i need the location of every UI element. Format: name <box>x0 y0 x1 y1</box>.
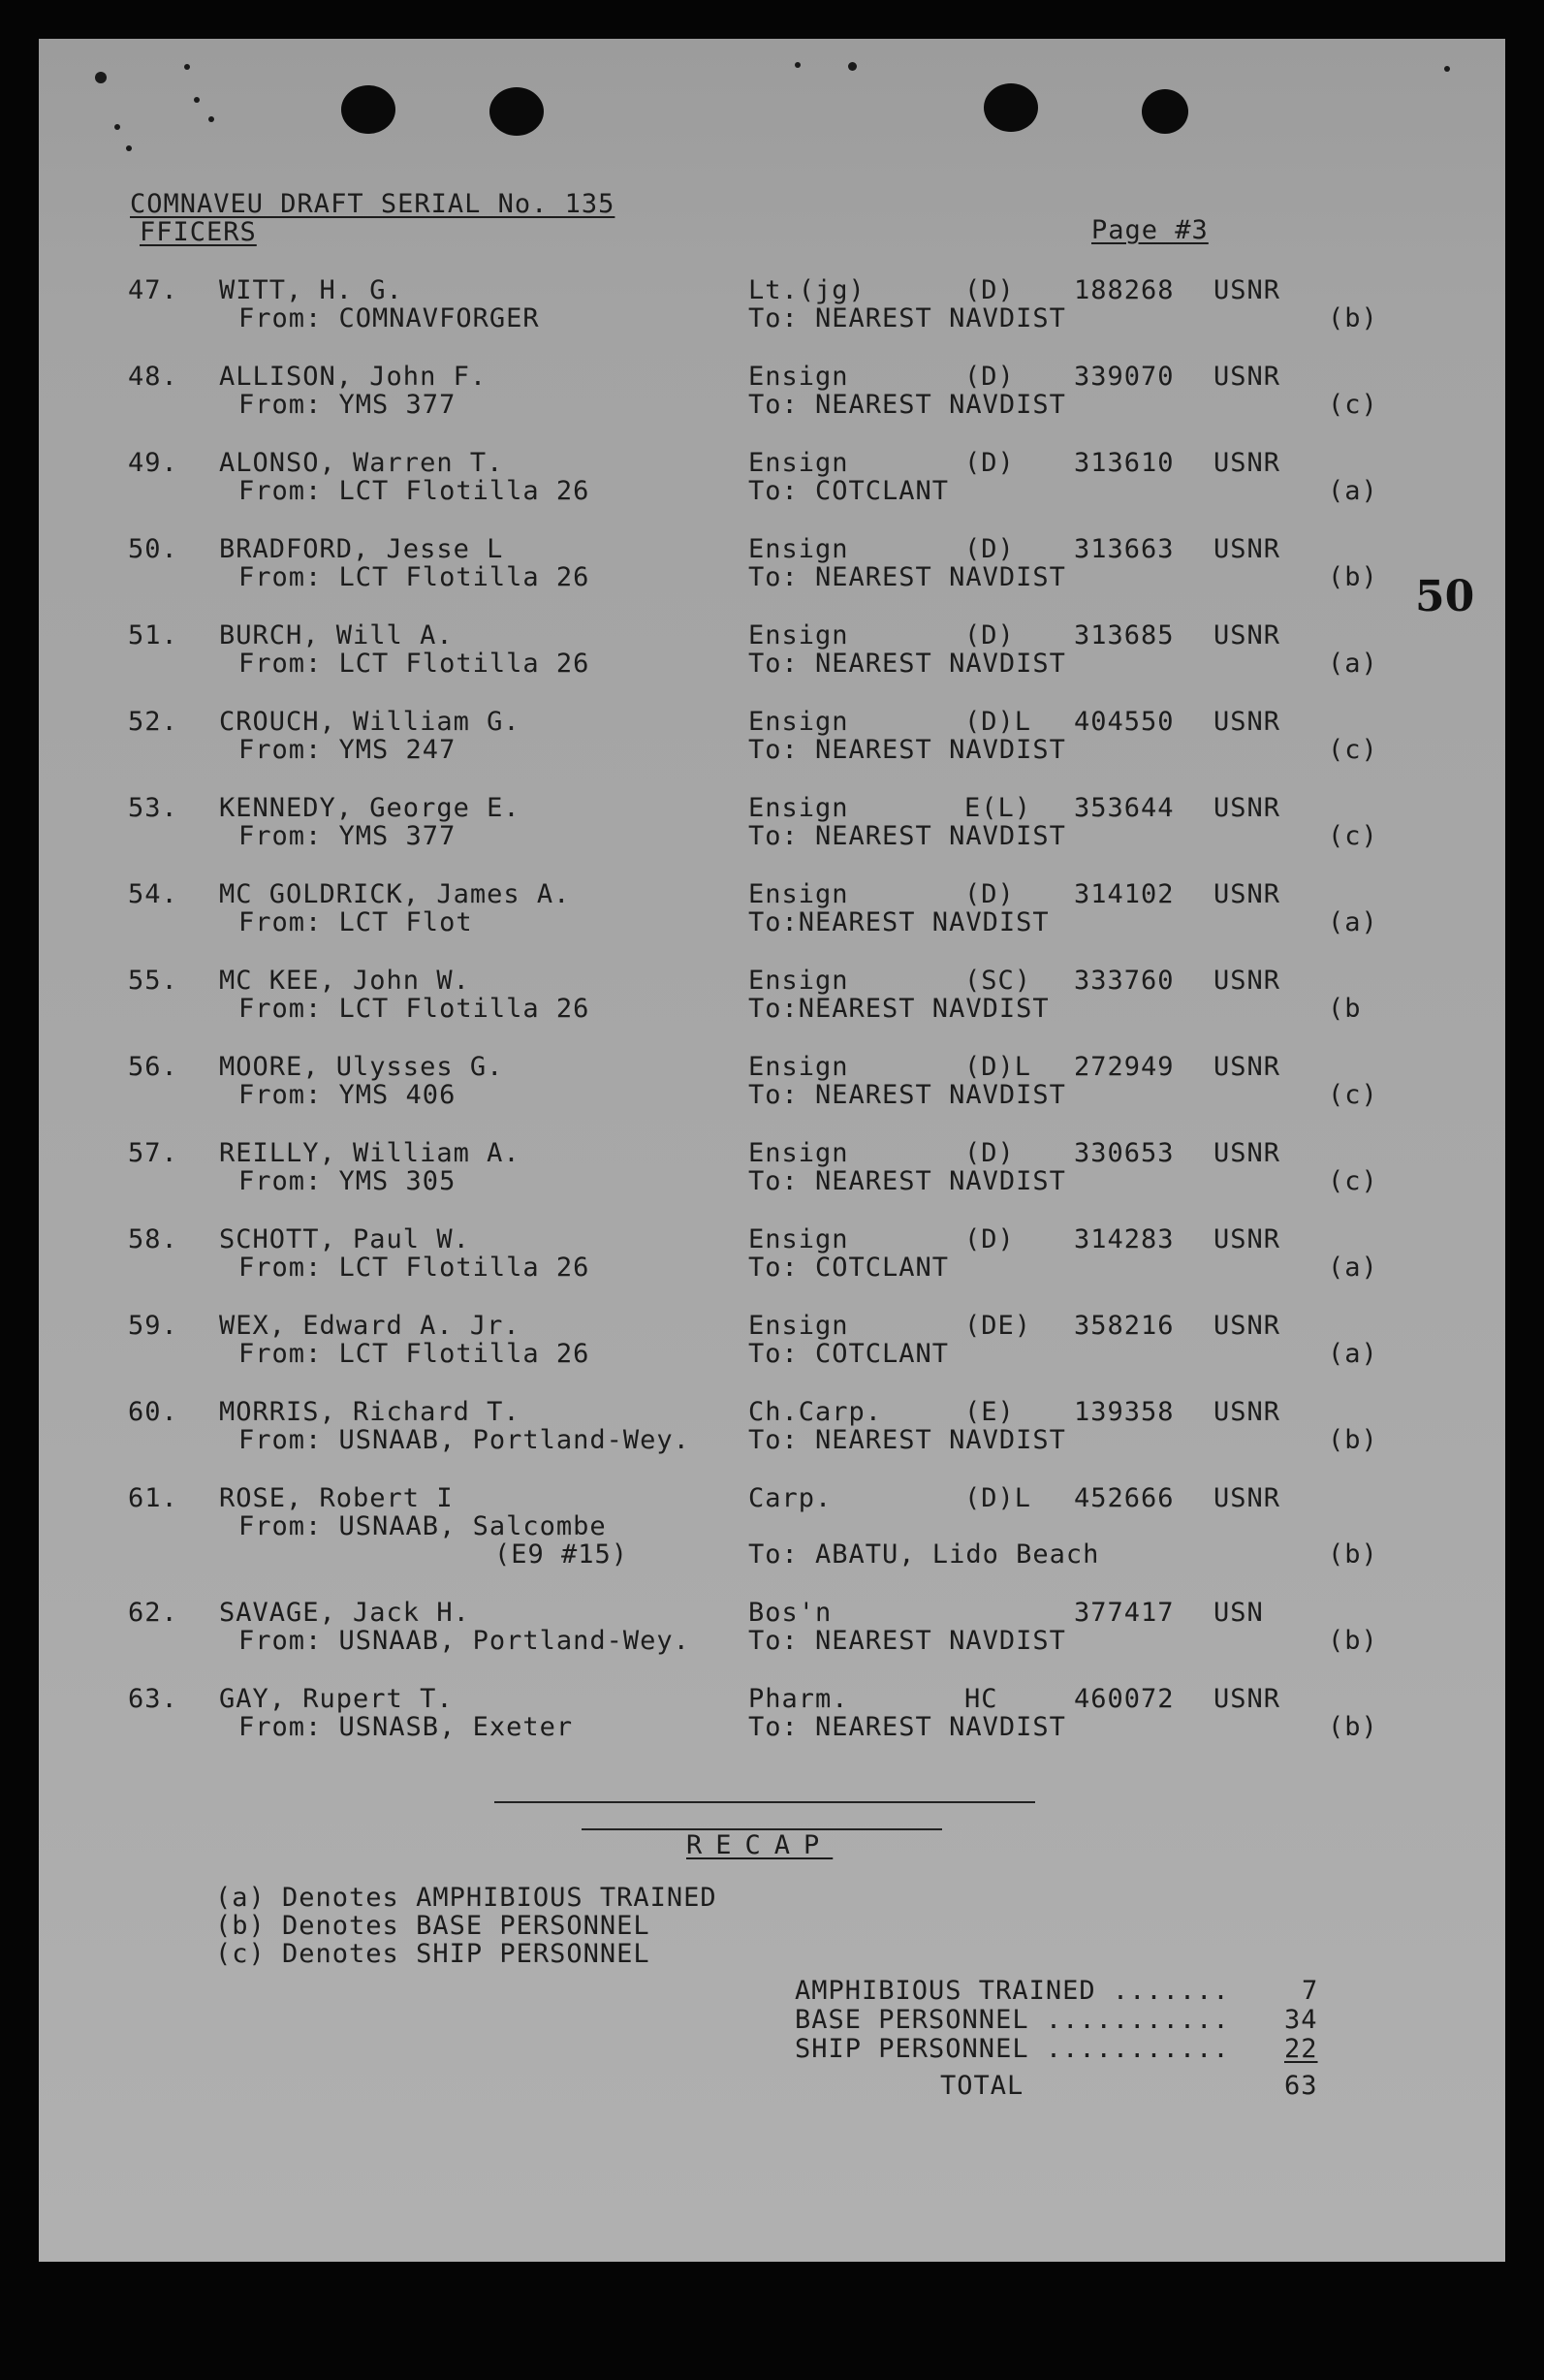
service-branch: USNR <box>1213 448 1281 478</box>
entry-number: 60. <box>128 1397 178 1427</box>
rank: Ensign <box>748 448 849 478</box>
category-code: (b) <box>1328 1626 1378 1656</box>
officer-name: BURCH, Will A. <box>219 620 454 651</box>
from-unit: From: USNAAB, Portland-Wey. <box>238 1626 690 1656</box>
to-destination: To: NEAREST NAVDIST <box>748 562 1066 592</box>
to-destination: To: NEAREST NAVDIST <box>748 1166 1066 1196</box>
to-destination: To:NEAREST NAVDIST <box>748 994 1050 1024</box>
to-destination: To: ABATU, Lido Beach <box>748 1539 1100 1570</box>
entry-number: 59. <box>128 1311 178 1341</box>
category-code: (b) <box>1328 562 1378 592</box>
category-code: (c) <box>1328 1166 1378 1196</box>
entry-number: 63. <box>128 1684 178 1714</box>
designator: E(L) <box>964 793 1032 823</box>
ink-speck <box>114 124 120 130</box>
service-number: 377417 <box>1074 1598 1175 1628</box>
total-value: 7 <box>1302 1976 1319 2006</box>
from-unit: From: LCT Flotilla 26 <box>238 476 590 506</box>
officer-name: SAVAGE, Jack H. <box>219 1598 470 1628</box>
officer-name: BRADFORD, Jesse L <box>219 534 504 564</box>
officer-name: KENNEDY, George E. <box>219 793 520 823</box>
entry-number: 47. <box>128 275 178 305</box>
designator: (D)L <box>964 707 1032 737</box>
from-unit: From: LCT Flotilla 26 <box>238 649 590 679</box>
service-branch: USNR <box>1213 793 1281 823</box>
category-code: (c) <box>1328 735 1378 765</box>
to-destination: To: NEAREST NAVDIST <box>748 390 1066 420</box>
rank: Ensign <box>748 879 849 909</box>
designator: (D) <box>964 620 1015 651</box>
page-stamp: 50 <box>1415 572 1475 621</box>
rank: Ensign <box>748 1224 849 1254</box>
category-code: (c) <box>1328 390 1378 420</box>
officer-name: ROSE, Robert I <box>219 1483 454 1513</box>
from-unit: From: LCT Flotilla 26 <box>238 994 590 1024</box>
total-label: AMPHIBIOUS TRAINED ....... <box>795 1976 1230 2006</box>
entry-number: 56. <box>128 1052 178 1082</box>
service-number: 358216 <box>1074 1311 1175 1341</box>
service-branch: USNR <box>1213 1483 1281 1513</box>
from-unit: From: LCT Flotilla 26 <box>238 1253 590 1283</box>
category-code: (a) <box>1328 1339 1378 1369</box>
entry-number: 55. <box>128 966 178 996</box>
ink-speck <box>795 62 801 68</box>
designator: (SC) <box>964 966 1032 996</box>
officer-name: MC KEE, John W. <box>219 966 470 996</box>
service-number: 333760 <box>1074 966 1175 996</box>
to-destination: To: NEAREST NAVDIST <box>748 303 1066 333</box>
from-unit: From: YMS 406 <box>238 1080 457 1110</box>
grand-total-value: 63 <box>1284 2071 1318 2101</box>
service-number: 460072 <box>1074 1684 1175 1714</box>
divider-line <box>494 1801 1035 1803</box>
entry-number: 50. <box>128 534 178 564</box>
service-branch: USNR <box>1213 879 1281 909</box>
service-branch: USNR <box>1213 620 1281 651</box>
page-number: Page #3 <box>1091 215 1209 245</box>
ink-speck <box>848 62 857 71</box>
rank: Ensign <box>748 707 849 737</box>
category-code: (a) <box>1328 907 1378 937</box>
from-unit: From: YMS 305 <box>238 1166 457 1196</box>
category-code: (a) <box>1328 476 1378 506</box>
service-branch: USNR <box>1213 1224 1281 1254</box>
entry-number: 54. <box>128 879 178 909</box>
designator: (D) <box>964 1224 1015 1254</box>
service-number: 339070 <box>1074 362 1175 392</box>
category-code: (b) <box>1328 303 1378 333</box>
officer-name: CROUCH, William G. <box>219 707 520 737</box>
from-unit-detail: (E9 #15) <box>494 1539 629 1570</box>
entry-number: 52. <box>128 707 178 737</box>
grand-total-label: TOTAL <box>940 2071 1024 2101</box>
service-branch: USNR <box>1213 275 1281 305</box>
service-branch: USNR <box>1213 362 1281 392</box>
designator: (D)L <box>964 1052 1032 1082</box>
service-number: 313663 <box>1074 534 1175 564</box>
ink-speck <box>194 97 200 103</box>
service-branch: USNR <box>1213 1138 1281 1168</box>
service-branch: USNR <box>1213 1311 1281 1341</box>
rank: Ensign <box>748 1052 849 1082</box>
service-number: 313685 <box>1074 620 1175 651</box>
officer-name: GAY, Rupert T. <box>219 1684 454 1714</box>
service-number: 139358 <box>1074 1397 1175 1427</box>
officer-name: REILLY, William A. <box>219 1138 520 1168</box>
from-unit: From: LCT Flot <box>238 907 473 937</box>
service-branch: USNR <box>1213 966 1281 996</box>
designator: (D) <box>964 275 1015 305</box>
to-destination: To: NEAREST NAVDIST <box>748 735 1066 765</box>
punch-hole <box>489 87 544 136</box>
service-number: 313610 <box>1074 448 1175 478</box>
to-destination: To: NEAREST NAVDIST <box>748 1626 1066 1656</box>
service-number: 314283 <box>1074 1224 1175 1254</box>
ink-speck <box>95 72 107 83</box>
entry-number: 58. <box>128 1224 178 1254</box>
officer-name: WITT, H. G. <box>219 275 403 305</box>
punch-hole <box>1142 89 1188 134</box>
designator: (D) <box>964 1138 1015 1168</box>
category-code: (c) <box>1328 1080 1378 1110</box>
rank: Carp. <box>748 1483 833 1513</box>
section-heading: FFICERS <box>140 217 257 247</box>
to-destination: To: COTCLANT <box>748 1253 950 1283</box>
designator: (D)L <box>964 1483 1032 1513</box>
designator: (E) <box>964 1397 1015 1427</box>
from-unit: From: YMS 247 <box>238 735 457 765</box>
service-number: 314102 <box>1074 879 1175 909</box>
total-label: BASE PERSONNEL ........... <box>795 2005 1230 2035</box>
rank: Ensign <box>748 620 849 651</box>
from-unit: From: USNAAB, Salcombe <box>238 1511 607 1541</box>
designator: (DE) <box>964 1311 1032 1341</box>
from-unit: From: YMS 377 <box>238 821 457 851</box>
category-code: (b) <box>1328 1425 1378 1455</box>
rank: Lt.(jg) <box>748 275 866 305</box>
rank: Ensign <box>748 1138 849 1168</box>
service-number: 404550 <box>1074 707 1175 737</box>
designator: HC <box>964 1684 998 1714</box>
to-destination: To: NEAREST NAVDIST <box>748 649 1066 679</box>
from-unit: From: COMNAVFORGER <box>238 303 540 333</box>
officer-name: MORRIS, Richard T. <box>219 1397 520 1427</box>
service-number: 330653 <box>1074 1138 1175 1168</box>
total-value: 22 <box>1284 2034 1318 2064</box>
designator: (D) <box>964 448 1015 478</box>
entry-number: 57. <box>128 1138 178 1168</box>
designator: (D) <box>964 534 1015 564</box>
rank: Ensign <box>748 793 849 823</box>
category-code: (c) <box>1328 821 1378 851</box>
service-branch: USNR <box>1213 707 1281 737</box>
officer-name: MOORE, Ulysses G. <box>219 1052 504 1082</box>
total-label: SHIP PERSONNEL ........... <box>795 2034 1230 2064</box>
service-number: 353644 <box>1074 793 1175 823</box>
entry-number: 61. <box>128 1483 178 1513</box>
category-code: (a) <box>1328 1253 1378 1283</box>
to-destination: To:NEAREST NAVDIST <box>748 907 1050 937</box>
service-number: 272949 <box>1074 1052 1175 1082</box>
rank: Ensign <box>748 534 849 564</box>
punch-hole <box>341 85 395 134</box>
rank: Ch.Carp. <box>748 1397 883 1427</box>
rank: Bos'n <box>748 1598 833 1628</box>
category-code: (b) <box>1328 1539 1378 1570</box>
service-branch: USNR <box>1213 1684 1281 1714</box>
officer-name: ALONSO, Warren T. <box>219 448 504 478</box>
category-code: (a) <box>1328 649 1378 679</box>
service-number: 188268 <box>1074 275 1175 305</box>
service-branch: USNR <box>1213 1052 1281 1082</box>
rank: Ensign <box>748 966 849 996</box>
from-unit: From: USNAAB, Portland-Wey. <box>238 1425 690 1455</box>
category-code: (b) <box>1328 1712 1378 1742</box>
ink-speck <box>1444 66 1450 72</box>
service-number: 452666 <box>1074 1483 1175 1513</box>
ink-speck <box>208 116 214 122</box>
service-branch: USNR <box>1213 534 1281 564</box>
ink-speck <box>184 64 190 70</box>
punch-hole <box>984 83 1038 132</box>
officer-name: ALLISON, John F. <box>219 362 488 392</box>
recap-heading: RECAP <box>686 1830 834 1860</box>
entry-number: 49. <box>128 448 178 478</box>
from-unit: From: YMS 377 <box>238 390 457 420</box>
designator: (D) <box>964 362 1015 392</box>
entry-number: 62. <box>128 1598 178 1628</box>
designator: (D) <box>964 879 1015 909</box>
rank: Pharm. <box>748 1684 849 1714</box>
entry-number: 53. <box>128 793 178 823</box>
service-branch: USNR <box>1213 1397 1281 1427</box>
legend-line: (c) Denotes SHIP PERSONNEL <box>215 1939 650 1969</box>
from-unit: From: LCT Flotilla 26 <box>238 1339 590 1369</box>
to-destination: To: NEAREST NAVDIST <box>748 1712 1066 1742</box>
ink-speck <box>126 145 132 151</box>
from-unit: From: USNASB, Exeter <box>238 1712 574 1742</box>
officer-name: WEX, Edward A. Jr. <box>219 1311 520 1341</box>
officer-name: MC GOLDRICK, James A. <box>219 879 571 909</box>
entry-number: 51. <box>128 620 178 651</box>
category-code: (b <box>1328 994 1362 1024</box>
to-destination: To: NEAREST NAVDIST <box>748 821 1066 851</box>
to-destination: To: NEAREST NAVDIST <box>748 1080 1066 1110</box>
rank: Ensign <box>748 1311 849 1341</box>
to-destination: To: COTCLANT <box>748 1339 950 1369</box>
legend-line: (b) Denotes BASE PERSONNEL <box>215 1911 650 1941</box>
entry-number: 48. <box>128 362 178 392</box>
officer-name: SCHOTT, Paul W. <box>219 1224 470 1254</box>
to-destination: To: COTCLANT <box>748 476 950 506</box>
total-value: 34 <box>1284 2005 1318 2035</box>
legend-line: (a) Denotes AMPHIBIOUS TRAINED <box>215 1883 717 1913</box>
draft-serial-title: COMNAVEU DRAFT SERIAL No. 135 <box>130 189 615 219</box>
rank: Ensign <box>748 362 849 392</box>
to-destination: To: NEAREST NAVDIST <box>748 1425 1066 1455</box>
from-unit: From: LCT Flotilla 26 <box>238 562 590 592</box>
service-branch: USN <box>1213 1598 1264 1628</box>
